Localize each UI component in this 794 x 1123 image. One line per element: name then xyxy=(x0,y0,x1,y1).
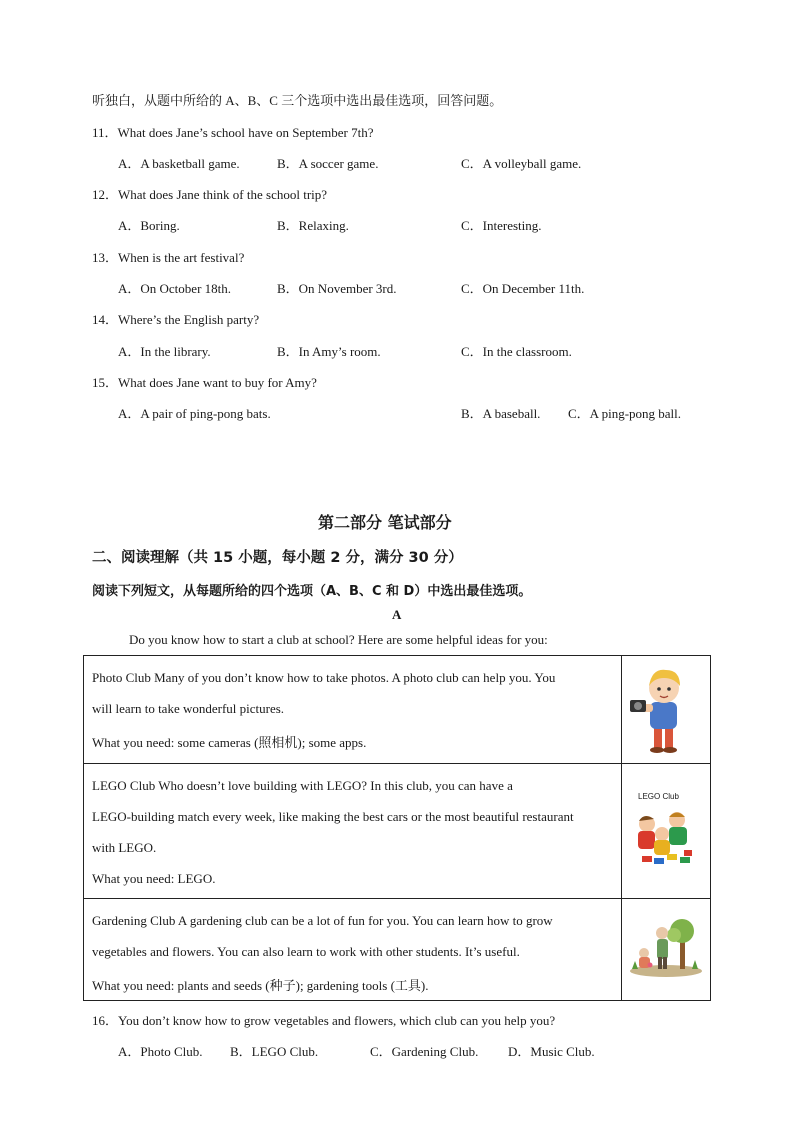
passage-intro: Do you know how to start a club at school? Here are some helpful ideas for you: xyxy=(129,632,548,647)
q11-option-a: A．A basketball game. xyxy=(118,156,240,171)
q16-option-c: C．Gardening Club. xyxy=(370,1044,479,1059)
question-12: 12．What does Jane think of the school trip? xyxy=(92,187,328,202)
lego-picture-caption: LEGO Club xyxy=(638,792,679,801)
question-16: 16．You don’t know how to grow vegetables and flowers, which club can you help you? xyxy=(92,1013,556,1028)
q11-option-b: B．A soccer game. xyxy=(277,156,379,171)
question-14: 14．Where’s the English party? xyxy=(92,312,260,327)
question-15: 15．What does Jane want to buy for Amy? xyxy=(92,375,317,390)
q13-option-c: C．On December 11th. xyxy=(461,281,585,296)
q15-option-c: C．A ping-pong ball. xyxy=(568,406,682,421)
gardening-club-picture xyxy=(621,899,710,1000)
listening-instruction: 听独白，从题中所给的 A、B、C 三个选项中选出最佳选项，回答问题。 xyxy=(92,93,503,108)
q13-option-a: A．On October 18th. xyxy=(118,281,232,296)
q16-option-a: A．Photo Club. xyxy=(118,1044,203,1059)
club-line: LEGO Club Who doesn’t love building with LEGO? In this club, you can have a xyxy=(92,778,513,793)
question-11: 11．What does Jane’s school have on September 7th? xyxy=(92,125,374,140)
kids-building-lego-illustration xyxy=(622,764,708,897)
photo-club-picture xyxy=(621,656,710,763)
gardening-illustration xyxy=(622,899,708,999)
club-line: Photo Club Many of you don’t know how to take photos. A photo club can help you. You xyxy=(92,670,556,685)
club-row-lego xyxy=(84,763,710,898)
q14-option-b: B．In Amy’s room. xyxy=(277,344,381,359)
club-line: What you need: plants and seeds (种子); gardening tools (工具). xyxy=(92,978,429,993)
q14-option-c: C．In the classroom. xyxy=(461,344,572,359)
clubs-table xyxy=(83,655,711,1001)
q11-option-c: C．A volleyball game. xyxy=(461,156,582,171)
club-line: LEGO-building match every week, like making the best cars or the most beautiful restaurant xyxy=(92,809,574,824)
club-text-gardening xyxy=(92,899,614,1000)
club-line: will learn to take wonderful pictures. xyxy=(92,701,285,716)
passage-label: A xyxy=(392,607,402,622)
section-heading: 二、阅读理解（共 15 小题，每小题 2 分，满分 30 分） xyxy=(92,550,463,566)
q13-option-b: B．On November 3rd. xyxy=(277,281,397,296)
club-line: vegetables and flowers. You can also learn to work with other students. It’s useful. xyxy=(92,944,520,959)
club-row-gardening xyxy=(84,898,710,1000)
q16-option-b: B．LEGO Club. xyxy=(230,1044,319,1059)
question-13: 13．When is the art festival? xyxy=(92,250,245,265)
q15-option-b: B．A baseball. xyxy=(461,406,541,421)
club-text-photo xyxy=(92,656,614,763)
boy-with-camera-illustration xyxy=(622,656,708,761)
club-text-lego xyxy=(92,764,614,898)
q12-option-a: A．Boring. xyxy=(118,218,180,233)
club-line: What you need: some cameras (照相机); some apps. xyxy=(92,735,367,750)
q12-option-c: C．Interesting. xyxy=(461,218,542,233)
club-line: with LEGO. xyxy=(92,840,157,855)
part2-title: 第二部分 笔试部分 xyxy=(318,513,452,532)
reading-instruction: 阅读下列短文，从每题所给的四个选项（A、B、C 和 D）中选出最佳选项。 xyxy=(92,584,532,599)
q14-option-a: A．In the library. xyxy=(118,344,211,359)
club-row-photo xyxy=(84,656,710,763)
lego-club-picture xyxy=(621,764,710,898)
q12-option-b: B．Relaxing. xyxy=(277,218,349,233)
club-line: Gardening Club A gardening club can be a lot of fun for you. You can learn how to grow xyxy=(92,913,553,928)
q15-option-a: A．A pair of ping-pong bats. xyxy=(118,406,271,421)
q16-option-d: D．Music Club. xyxy=(508,1044,595,1059)
club-line: What you need: LEGO. xyxy=(92,871,216,886)
